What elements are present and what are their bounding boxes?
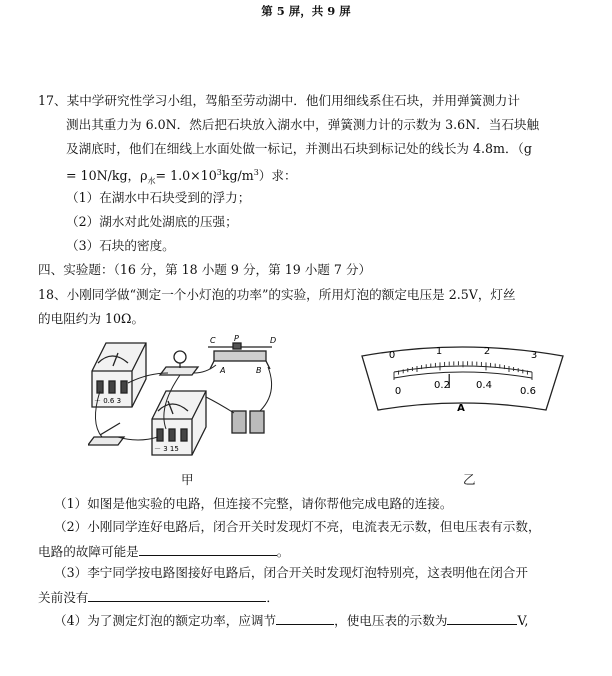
q18-part-3-end: ． xyxy=(266,590,279,605)
rheostat-label-a: A xyxy=(220,366,226,375)
q18-part-4-text-b: ，使电压表的示数为 xyxy=(334,613,448,628)
ammeter-dial xyxy=(360,344,565,418)
answer-blank-step[interactable] xyxy=(88,588,266,602)
rheostat-label-p: P xyxy=(234,334,239,343)
voltmeter-terminal-labels: － 3 15 xyxy=(154,445,179,453)
answer-blank-voltage[interactable] xyxy=(447,611,517,625)
q17-line-4-d: ）求： xyxy=(258,168,297,184)
page-header: 第 5 屏，共 9 屏 xyxy=(261,4,351,18)
dial-top-label-3: 3 xyxy=(530,350,538,361)
section-4-title: 四、实验题：（16 分，第 18 小题 9 分，第 19 小题 7 分） xyxy=(38,262,372,277)
rheostat-icon xyxy=(208,343,272,369)
q17-line-4-b: = 1.0×10 xyxy=(155,168,217,184)
q18-part-4-text-a: （4）为了测定灯泡的额定功率，应调节 xyxy=(54,613,277,628)
q18-part-2-line-2 xyxy=(38,542,289,560)
rheostat-label-c: C xyxy=(210,336,216,345)
q18-part-3-line-2 xyxy=(38,588,279,606)
switch-icon xyxy=(88,423,124,445)
q18-part-1: （1）如图是他实验的电路，但连接不完整，请你帮他完成电路的连接。 xyxy=(54,496,453,511)
q17-sub-2: （2）湖水对此处湖底的压强； xyxy=(66,214,238,229)
q18-part-4-end: V, xyxy=(517,613,529,628)
q17-line-2: 测出其重力为 6.0N．然后把石块放入湖水中，弹簧测力计的示数为 3.6N．当石块触 xyxy=(66,117,540,132)
battery-icon xyxy=(232,411,264,433)
q17-sub-1: （1）在湖水中石块受到的浮力； xyxy=(66,190,251,205)
dial-bottom-label-1: 0.2 xyxy=(434,380,450,391)
figure-right-caption: 乙 xyxy=(463,472,476,487)
answer-blank-adjust[interactable] xyxy=(276,611,334,625)
q18-line-2: 的电阻约为 10Ω。 xyxy=(38,311,145,326)
q17-sub-3: （3）石块的密度。 xyxy=(66,238,175,253)
q18-part-4 xyxy=(54,611,528,629)
q18-part-2-text: 电路的故障可能是 xyxy=(38,544,139,559)
q18-part-2-line-1: （2）小刚同学连好电路后，闭合开关时发现灯不亮，电流表无示数，但电压表有示数， xyxy=(54,519,541,534)
q17-line-4 xyxy=(66,165,297,190)
bulb-icon xyxy=(160,351,198,375)
q18-line-1: 18、小刚同学做“测定一个小灯泡的功率”的实验，所用灯泡的额定电压是 2.5V，灯丝 xyxy=(38,287,516,302)
q17-line-3: 及湖底时，他们在细线上水面处做一标记，并测出石块到标记处的线长为 4.8m．（g xyxy=(66,141,532,156)
answer-blank-fault[interactable] xyxy=(139,542,277,556)
rheostat-label-b: B xyxy=(256,366,262,375)
q17-line-4-c: kg/m xyxy=(221,168,254,184)
dial-top-label-2: 2 xyxy=(483,346,491,357)
q17-rho-subscript: 水 xyxy=(147,176,156,186)
q17-exp: 3 xyxy=(216,168,222,177)
circuit-figure xyxy=(88,333,284,469)
q17-line-4-a: = 10N/kg，ρ xyxy=(66,168,148,184)
q18-part-3-text: 关前没有 xyxy=(38,590,89,605)
dial-top-label-1: 1 xyxy=(435,346,443,357)
q18-part-3-line-1: （3）李宁同学按电路图接好电路后，闭合开关时发现灯泡特别亮，这表明他在闭合开 xyxy=(54,565,528,580)
q17-line-1: 17、某中学研究性学习小组，驾船至劳动湖中．他们用细线系住石块，并用弹簧测力计 xyxy=(38,93,520,108)
dial-bottom-label-3: 0.6 xyxy=(520,386,536,397)
rheostat-label-d: D xyxy=(270,336,277,345)
dial-bottom-label-0: 0 xyxy=(394,386,402,397)
q17-exp-2: 3 xyxy=(253,168,259,177)
q18-part-2-end: 。 xyxy=(276,544,290,559)
figure-left-caption: 甲 xyxy=(181,472,194,487)
dial-bottom-label-2: 0.4 xyxy=(476,380,492,391)
dial-unit-label: A xyxy=(457,403,465,414)
ammeter-terminal-labels: － 0.6 3 xyxy=(94,397,122,405)
dial-top-label-0: 0 xyxy=(388,350,396,361)
